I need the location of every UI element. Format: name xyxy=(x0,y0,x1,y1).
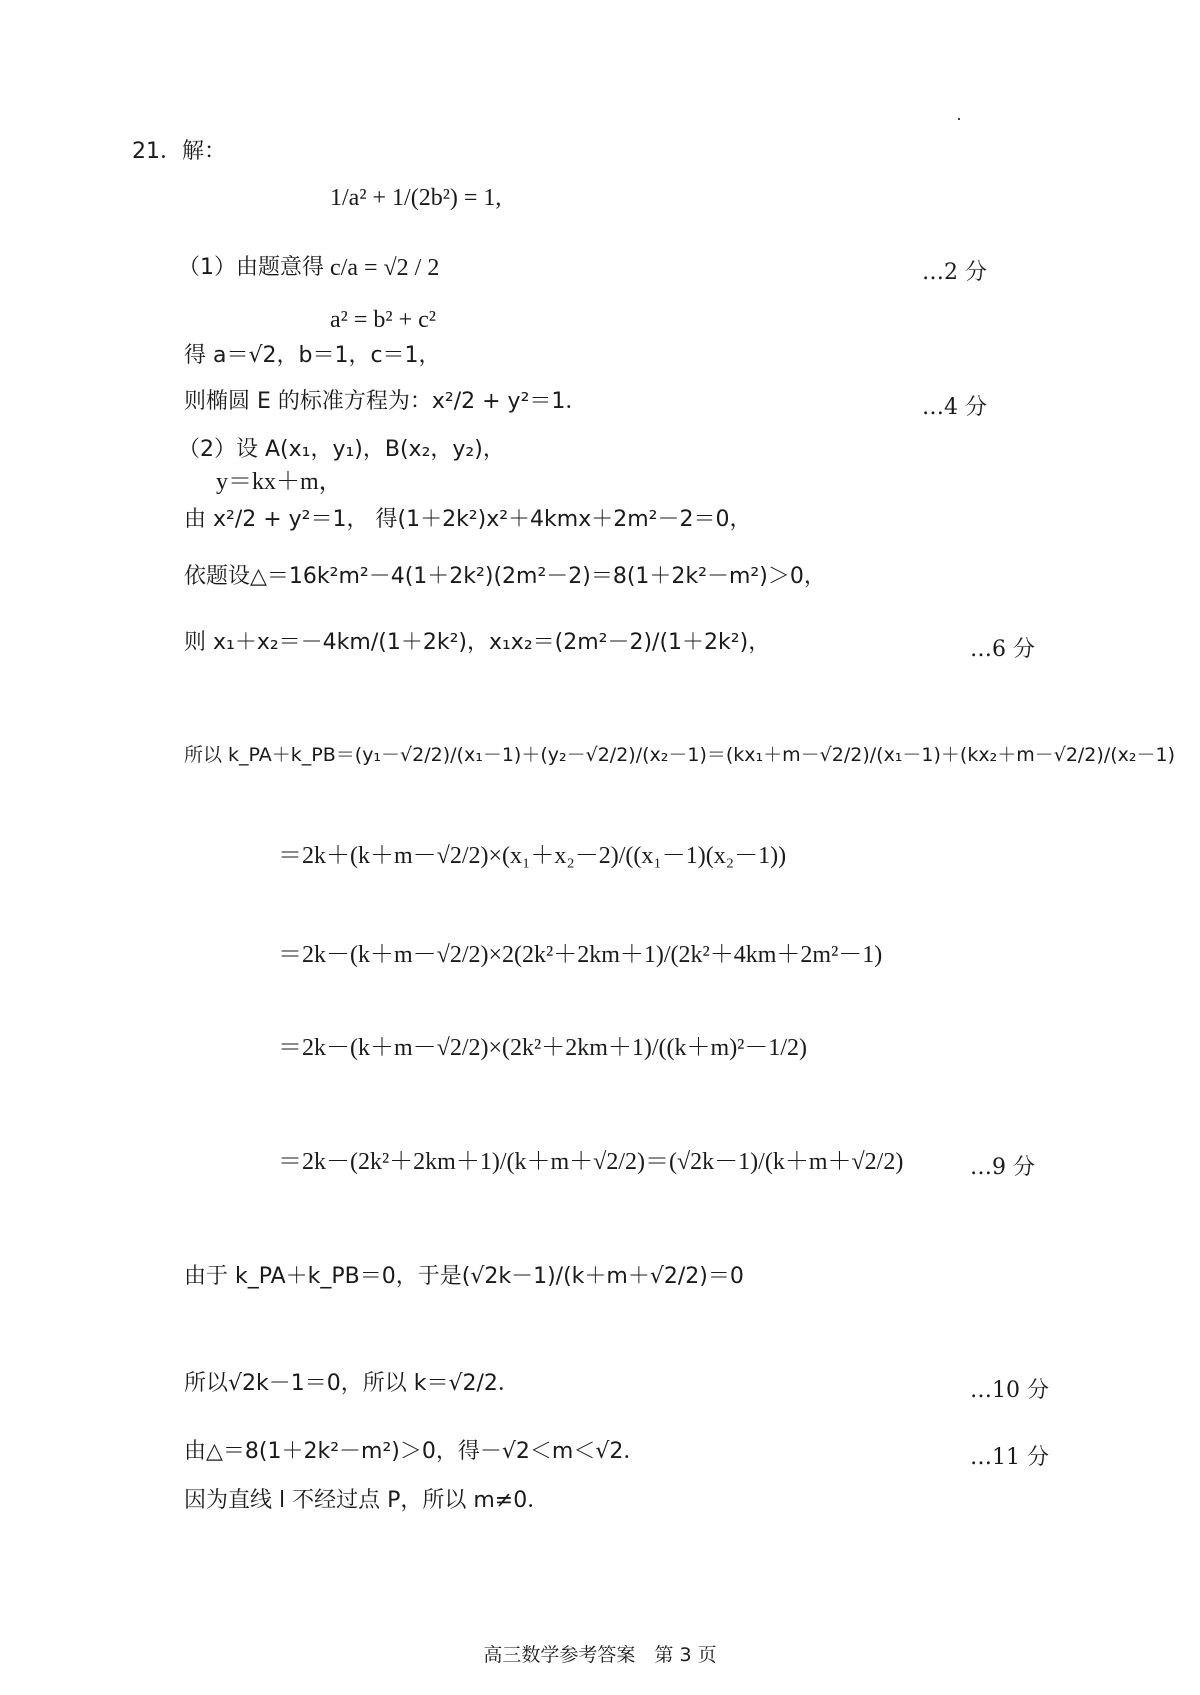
quadratic-substitution: 由 x²/2 + y²＝1， 得(1＋2k²)x²＋4kmx＋2m²－2＝0， xyxy=(184,507,752,532)
k-value-line: 所以√2k－1＝0，所以 k＝√2/2． xyxy=(184,1371,520,1396)
m-nonzero-line: 因为直线 l 不经过点 P，所以 m≠0． xyxy=(184,1488,550,1513)
m-range-line: 由△＝8(1＋2k²－m²)＞0，得－√2＜m＜√2． xyxy=(184,1439,646,1464)
derivation-step-1: ＝2k＋(k＋m－√2/2)×(x₁＋x₂－2)/((x₁－1)(x₂－1)) xyxy=(278,843,787,869)
score-11: …11 分 xyxy=(970,1445,1049,1470)
score-10: …10 分 xyxy=(970,1378,1049,1403)
stray-dot xyxy=(958,118,960,120)
part2-setup: （2）设 A(x₁，y₁)，B(x₂，y₂)， xyxy=(178,437,505,462)
part1-result: 得 a＝√2，b＝1，c＝1， xyxy=(184,343,441,368)
score-6: …6 分 xyxy=(970,637,1035,662)
system-line-2: c/a = √2 / 2 xyxy=(330,255,440,281)
vieta-line: 则 x₁＋x₂＝－4km/(1＋2k²)，x₁x₂＝(2m²－2)/(1＋2k²)， xyxy=(184,630,771,655)
slope-sum-line: 所以 k_PA＋k_PB＝(y₁－√2/2)/(x₁－1)＋(y₂－√2/2)/(x₂－1)＝(kx₁＋m－√2/2)/(x₁－1)＋(kx₂＋m－√2/2)/(x₂－1) xyxy=(184,744,1175,766)
system-line-1: 1/a² + 1/(2b²) = 1, xyxy=(330,185,502,211)
derivation-step-3: ＝2k－(k＋m－√2/2)×(2k²＋2km＋1)/((k＋m)²－1/2) xyxy=(278,1035,808,1061)
ellipse-equation: 则椭圆 E 的标准方程为：x²/2 + y²＝1． xyxy=(184,389,588,414)
problem-number: 21．解： xyxy=(132,139,226,164)
page-footer: 高三数学参考答案 第 3 页 xyxy=(483,1644,717,1666)
system-line-3: a² = b² + c² xyxy=(330,307,436,333)
system-line-4: y＝kx＋m， xyxy=(216,469,343,495)
score-9: …9 分 xyxy=(970,1155,1035,1180)
derivation-step-4: ＝2k－(2k²＋2km＋1)/(k＋m＋√2/2)＝(√2k－1)/(k＋m＋√2/2) xyxy=(278,1149,904,1175)
condition-line: 由于 k_PA＋k_PB＝0，于是(√2k－1)/(k＋m＋√2/2)＝0 xyxy=(184,1264,744,1289)
derivation-step-2: ＝2k－(k＋m－√2/2)×2(2k²＋2km＋1)/(2k²＋4km＋2m²－1) xyxy=(278,942,883,968)
discriminant-line: 依题设△＝16k²m²－4(1＋2k²)(2m²－2)＝8(1＋2k²－m²)＞0， xyxy=(184,564,826,589)
score-2: …2 分 xyxy=(922,260,987,285)
part1-intro: （1）由题意得 xyxy=(178,255,324,280)
score-4: …4 分 xyxy=(922,395,987,420)
